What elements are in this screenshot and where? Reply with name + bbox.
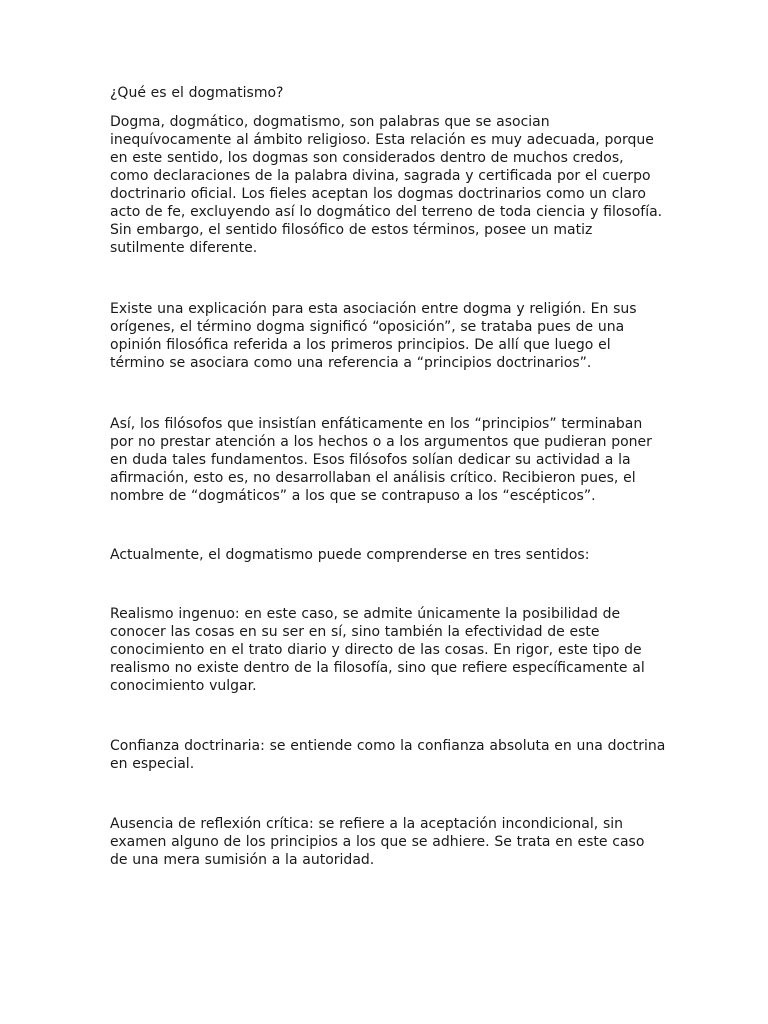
paragraph-naive-realism: Realismo ingenuo: en este caso, se admite únicamente la posibilidad de conocer las cosas en su ser en sí, sino también la efectividad de este conocimiento en el trato diario y directo de las cosas. En rigor, este tipo de realismo no existe dentro de la filosofía, sino que refiere específicamente al conocimiento vulgar. bbox=[110, 606, 645, 694]
document-title: ¿Qué es el dogmatismo? bbox=[110, 85, 284, 101]
paragraph-philosophers: Así, los filósofos que insistían enfáticamente en los “principios” terminaban por no prestar atención a los hechos o a los argumentos que pudieran poner en duda tales fundamentos. Esos filósofos solían dedicar su actividad a la afirmación, esto es, no desarrollaban el análisis crítico. Recibieron pues, el nombre de “dogmáticos” a los que se contrapuso a los “escépticos”. bbox=[110, 416, 652, 504]
paragraph-doctrinal-trust: Confianza doctrinaria: se entiende como la confianza absoluta en una doctrina en especial. bbox=[110, 738, 666, 772]
paragraph-three-senses: Actualmente, el dogmatismo puede comprenderse en tres sentidos: bbox=[110, 547, 590, 563]
paragraph-intro: Dogma, dogmático, dogmatismo, son palabras que se asocian inequívocamente al ámbito religioso. Esta relación es muy adecuada, porque en este sentido, los dogmas son considerados dentro de muchos credos, como declaraciones de la palabra divina, sagrada y certificada por el cuerpo doctrinario oficial. Los fieles aceptan los dogmas doctrinarios como un claro acto de fe, excluyendo así lo dogmático del terreno de toda ciencia y filosofía. Sin embargo, el sentido filosófico de estos términos, posee un matiz sutilmente diferente. bbox=[110, 114, 663, 256]
paragraph-origin: Existe una explicación para esta asociación entre dogma y religión. En sus orígenes, el término dogma significó “oposición”, se trataba pues de una opinión filosófica referida a los primeros principios. De allí que luego el término se asociara como una referencia a “principios doctrinarios”. bbox=[110, 301, 637, 371]
paragraph-lack-of-critique: Ausencia de reflexión crítica: se refiere a la aceptación incondicional, sin examen alguno de los principios a los que se adhiere. Se trata en este caso de una mera sumisión a la autoridad. bbox=[110, 816, 645, 868]
